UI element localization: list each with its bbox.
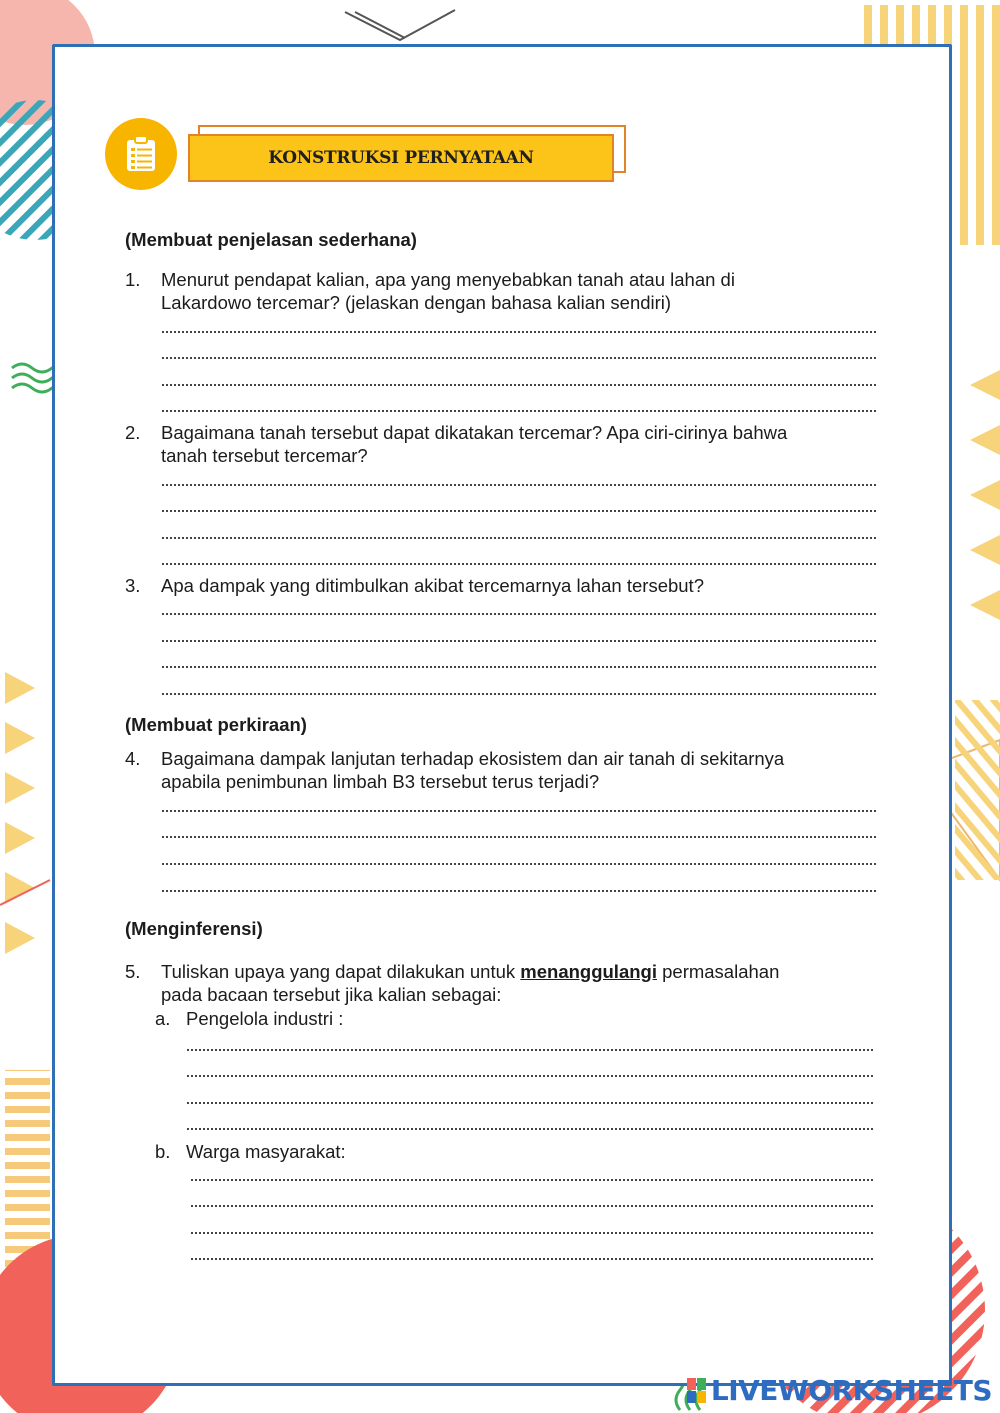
question-text: Apa dampak yang ditimbulkan akibat tercemarnya lahan tersebut? (161, 575, 704, 596)
question-text: Bagaimana tanah tersebut dapat dikatakan tercemar? Apa ciri-cirinya bahwa (161, 422, 788, 443)
answer-line[interactable] (187, 1098, 873, 1104)
answer-line[interactable] (162, 327, 876, 333)
answer-line[interactable] (162, 662, 876, 668)
question-number: 4. (125, 748, 141, 769)
answer-line[interactable] (162, 480, 876, 486)
yellow-triangles-left (5, 672, 35, 954)
answer-line[interactable] (162, 886, 876, 892)
answer-line[interactable] (162, 636, 876, 642)
question-text: Bagaimana dampak lanjutan terhadap ekosistem dan air tanah di sekitarnya (161, 748, 785, 769)
answer-line[interactable] (187, 1071, 873, 1077)
answer-line[interactable] (162, 506, 876, 512)
question-number: 3. (125, 575, 141, 596)
question-text-part: permasalahan (656, 961, 780, 982)
answer-line[interactable] (162, 353, 876, 359)
answer-line[interactable] (191, 1254, 873, 1260)
answer-line[interactable] (187, 1045, 873, 1051)
answer-line[interactable] (162, 559, 876, 565)
question-text: pada bacaan tersebut jika kalian sebagai: (161, 984, 502, 1005)
emphasized-word: menanggulangi (520, 961, 657, 982)
page-title: KONSTRUKSI PERNYATAAN (188, 134, 614, 182)
brand-name: LIVEWORKSHEETS (710, 1374, 992, 1407)
question-text: tanah tersebut tercemar? (161, 445, 368, 466)
yellow-diag-stripes-right (955, 700, 1000, 880)
section-heading: (Membuat penjelasan sederhana) (125, 229, 417, 250)
answer-line[interactable] (162, 859, 876, 865)
sub-item-label: b. (155, 1141, 171, 1162)
answer-line[interactable] (191, 1175, 873, 1181)
answer-line[interactable] (162, 609, 876, 615)
answer-line[interactable] (162, 832, 876, 838)
answer-line[interactable] (162, 533, 876, 539)
answer-line[interactable] (162, 806, 876, 812)
question-number: 2. (125, 422, 141, 443)
answer-line[interactable] (191, 1201, 873, 1207)
yellow-triangles-right (970, 370, 1000, 620)
clipboard-icon (105, 118, 177, 190)
question-text (161, 960, 779, 983)
section-heading: (Menginferensi) (125, 918, 263, 939)
answer-line[interactable] (191, 1228, 873, 1234)
question-text-part: Tuliskan upaya yang dapat dilakukan untuk (161, 961, 521, 982)
question-text: Lakardowo tercemar? (jelaskan dengan bahasa kalian sendiri) (161, 292, 672, 313)
question-number: 5. (125, 961, 141, 982)
answer-line[interactable] (162, 689, 876, 695)
section-heading: (Membuat perkiraan) (125, 714, 307, 735)
liveworksheets-logo-icon (687, 1378, 707, 1404)
question-text: apabila penimbunan limbah B3 tersebut terus terjadi? (161, 771, 600, 792)
question-text: Menurut pendapat kalian, apa yang menyebabkan tanah atau lahan di (161, 269, 735, 290)
answer-line[interactable] (162, 380, 876, 386)
liveworksheets-brand (687, 1374, 992, 1407)
sub-item-label: a. (155, 1008, 171, 1029)
answer-line[interactable] (187, 1124, 873, 1130)
sub-item-text: Warga masyarakat: (186, 1141, 346, 1162)
answer-line[interactable] (162, 406, 876, 412)
question-number: 1. (125, 269, 141, 290)
sub-item-text: Pengelola industri : (186, 1008, 344, 1029)
